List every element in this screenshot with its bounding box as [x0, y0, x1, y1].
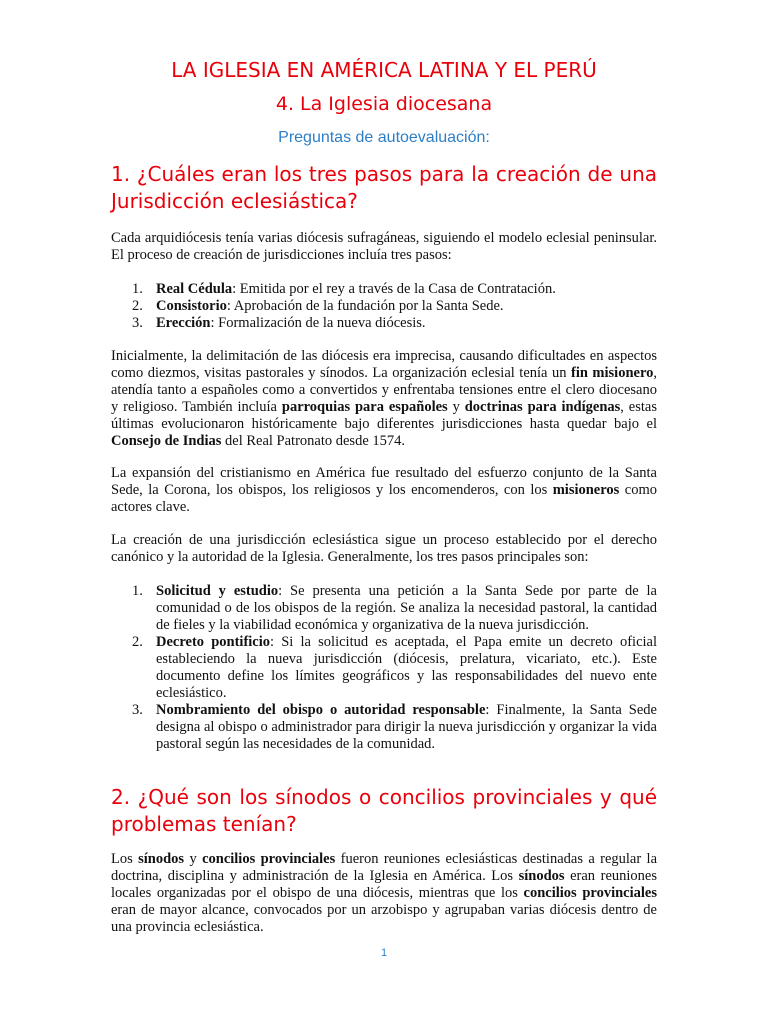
- text-run: eran reuniones locales organizadas por el obispo de una diócesis, mientras que los: [111, 868, 657, 901]
- list-number: 1.: [132, 281, 143, 297]
- list-number: 2.: [132, 298, 143, 314]
- document-subtitle: 4. La Iglesia diocesana: [275, 93, 493, 115]
- q1-paragraph-organization: [111, 348, 657, 450]
- text-run: del Real Patronato desde 1574.: [221, 433, 406, 449]
- document-title: LA IGLESIA EN AMÉRICA LATINA Y EL PERÚ: [171, 58, 597, 82]
- q1-paragraph-intro: Cada arquidiócesis tenía varias diócesis sufragáneas, siguiendo el modelo eclesial peninsular. El proceso de creación de jurisdicciones incluía tres pasos:: [111, 230, 657, 263]
- page-number: 1: [380, 947, 388, 959]
- list-number: 3.: [132, 702, 143, 718]
- list-item: [111, 315, 657, 332]
- list-term: Real Cédula: [156, 281, 233, 297]
- question-2-heading: 2. ¿Qué son los sínodos o concilios provinciales y qué problemas tenían?: [111, 785, 657, 836]
- list-number: 1.: [132, 583, 143, 599]
- question-1-heading: 1. ¿Cuáles eran los tres pasos para la creación de una Jurisdicción eclesiástica?: [111, 162, 657, 213]
- bold-run: doctrinas para indígenas: [464, 399, 621, 415]
- list-item: [111, 583, 657, 634]
- text-run: y: [184, 851, 203, 867]
- list-item: [111, 634, 657, 702]
- list-term: Decreto pontificio: [156, 634, 271, 650]
- text-run: , estas últimas evolucionaron históricamente bajo diferentes jurisdicciones hasta quedar bajo el: [111, 399, 657, 432]
- q1-process-list: [111, 583, 657, 753]
- bold-run: parroquias para españoles: [281, 399, 448, 415]
- q1-paragraph-process: La creación de una jurisdicción eclesiástica sigue un proceso establecido por el derecho canónico y la autoridad de la Iglesia. Generalmente, los tres pasos principales son:: [111, 532, 657, 565]
- text-run: La expansión del cristianismo en América fue resultado del esfuerzo conjunto de la Santa Sede, la Corona, los obispos, los religiosos y los encomenderos, con los: [111, 465, 657, 498]
- bold-run: sínodos: [518, 868, 565, 884]
- list-number: 2.: [132, 634, 143, 650]
- text-run: , atendía tanto a españoles como a convertidos y enfrentaba tensiones entre el clero diocesano y religioso. También incluía: [111, 365, 658, 415]
- list-text: : Si la solicitud es aceptada, el Papa emite un decreto oficial estableciendo la nueva jurisdicción (diócesis, prelatura, vicariato, etc.). Este documento define los límites geográficos y las responsabilidades del nuevo ente eclesiástico.: [156, 634, 658, 701]
- list-item: [111, 281, 657, 298]
- text-run: Inicialmente, la delimitación de las diócesis era imprecisa, causando dificultades en aspectos como diezmos, visitas pastorales y sínodos. La organización eclesial tenía un: [111, 348, 657, 381]
- list-term: Nombramiento del obispo o autoridad responsable: [156, 702, 486, 718]
- list-item: [111, 298, 657, 315]
- list-text: : Formalización de la nueva diócesis.: [210, 315, 426, 331]
- q1-paragraph-expansion: [111, 465, 657, 516]
- bold-run: misioneros: [552, 482, 620, 498]
- section-title: Preguntas de autoevaluación:: [278, 129, 490, 146]
- bold-run: concilios provinciales: [523, 885, 657, 901]
- list-text: : Finalmente, la Santa Sede designa al obispo o administrador para dirigir la nueva jurisdicción y organizar la vida pastoral según las necesidades de la comunidad.: [156, 702, 657, 752]
- q1-steps-list: [111, 281, 657, 332]
- bold-run: Consejo de Indias: [111, 433, 222, 449]
- list-number: 3.: [132, 315, 143, 331]
- text-run: fueron reuniones eclesiásticas destinadas a regular la doctrina, disciplina y administración de la Iglesia en América. Los: [111, 851, 658, 884]
- text-run: Los: [111, 851, 139, 867]
- text-run: eran de mayor alcance, convocados por un arzobispo y agrupaban varias diócesis dentro de una provincia eclesiástica.: [111, 902, 657, 935]
- list-term: Consistorio: [156, 298, 227, 314]
- bold-run: fin misionero: [571, 365, 654, 381]
- list-text: : Se presenta una petición a la Santa Sede por parte de la comunidad o de los obispos de la región. Se analiza la necesidad pastoral, la cantidad de fieles y la viabilidad económica y organizativa de la nueva jurisdicción.: [156, 583, 657, 633]
- bold-run: concilios provinciales: [202, 851, 336, 867]
- list-term: Solicitud y estudio: [156, 583, 279, 599]
- text-run: como actores clave.: [111, 482, 658, 515]
- list-term: Erección: [156, 315, 211, 331]
- text-run: y: [447, 399, 465, 415]
- q2-paragraph-synods: [111, 851, 657, 936]
- bold-run: sínodos: [138, 851, 185, 867]
- list-text: : Aprobación de la fundación por la Santa Sede.: [226, 298, 504, 314]
- list-item: [111, 702, 657, 753]
- list-text: : Emitida por el rey a través de la Casa de Contratación.: [232, 281, 556, 297]
